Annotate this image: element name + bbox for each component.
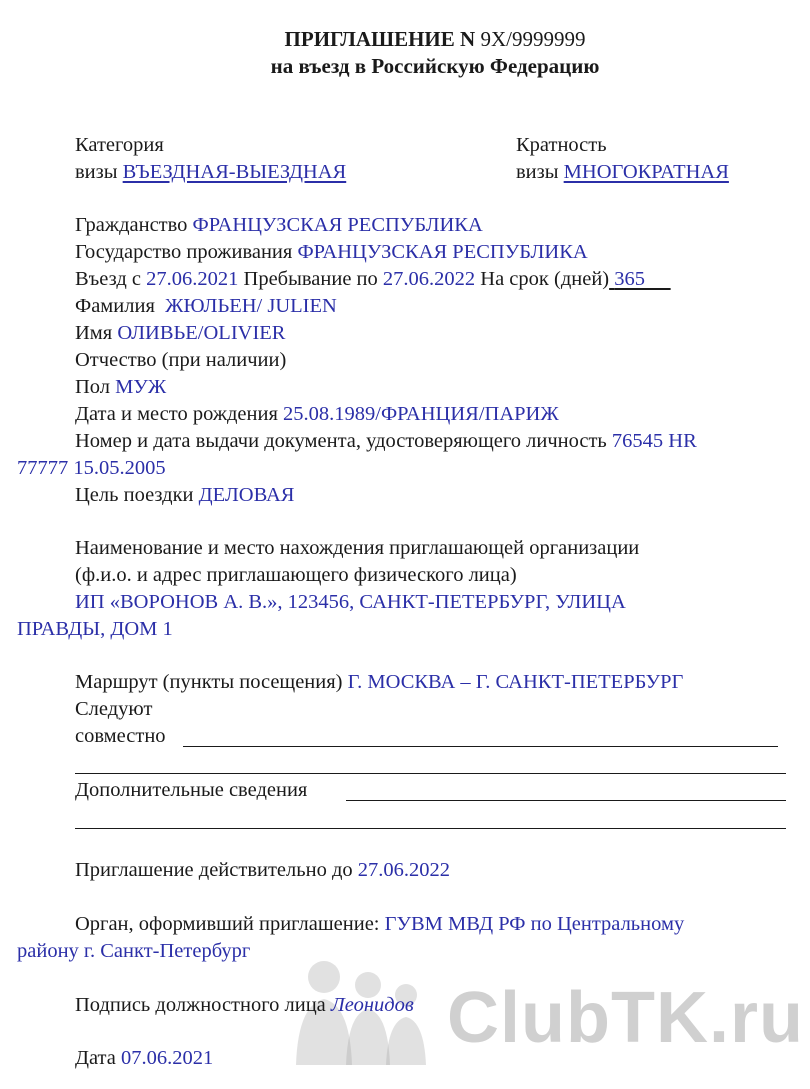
visa-category-label: Категория bbox=[75, 134, 164, 156]
signature-value: Леонидов bbox=[330, 994, 414, 1016]
document-label: Номер и дата выдачи документа, удостоверяющего личность bbox=[75, 430, 607, 452]
date-value: 07.06.2021 bbox=[121, 1047, 214, 1069]
accompany-blank-line bbox=[183, 746, 778, 747]
document-subtitle: на въезд в Российскую Федерацию bbox=[270, 54, 600, 78]
birth-label: Дата и место рождения bbox=[75, 403, 278, 425]
validity-row bbox=[75, 857, 450, 884]
citizenship-value: ФРАНЦУЗСКАЯ РЕСПУБЛИКА bbox=[192, 214, 483, 236]
term-field bbox=[609, 268, 671, 290]
purpose-label: Цель поездки bbox=[75, 484, 194, 506]
visa-category-value: ВЪЕЗДНАЯ-ВЫЕЗДНАЯ bbox=[122, 161, 347, 183]
citizenship-row bbox=[75, 212, 483, 239]
patronymic-label: Отчество (при наличии) bbox=[75, 349, 287, 371]
visa-multiplicity-label: Кратность bbox=[516, 134, 607, 156]
organization-value-2: ПРАВДЫ, ДОМ 1 bbox=[17, 618, 173, 640]
additional-blank-line-2 bbox=[75, 828, 786, 829]
invitation-number: 9Х/9999999 bbox=[480, 27, 586, 51]
additional-blank-line bbox=[346, 800, 786, 801]
visa-multiplicity-value: МНОГОКРАТНАЯ bbox=[563, 161, 729, 183]
residence-label: Государство проживания bbox=[75, 241, 293, 263]
name-row bbox=[75, 320, 285, 347]
gender-row bbox=[75, 374, 166, 401]
issuer-value-1: ГУВМ МВД РФ по Центральному bbox=[384, 913, 685, 935]
surname-label: Фамилия bbox=[75, 295, 155, 317]
additional-label: Дополнительные сведения bbox=[75, 779, 308, 801]
date-row bbox=[75, 1045, 213, 1072]
residence-value: ФРАНЦУЗСКАЯ РЕСПУБЛИКА bbox=[297, 241, 588, 263]
route-row bbox=[75, 669, 683, 696]
entry-label: Въезд с bbox=[75, 268, 142, 290]
document-title bbox=[0, 26, 810, 53]
organization-label-2: (ф.и.о. и адрес приглашающего физического лица) bbox=[75, 564, 517, 586]
purpose-value: ДЕЛОВАЯ bbox=[198, 484, 295, 506]
accompany-blank-line-2 bbox=[75, 773, 786, 774]
birth-row bbox=[75, 401, 559, 428]
name-label: Имя bbox=[75, 322, 113, 344]
signature-label: Подпись должностного лица bbox=[75, 994, 326, 1016]
route-label: Маршрут (пункты посещения) bbox=[75, 671, 343, 693]
organization-value-1: ИП «ВОРОНОВ А. В.», 123456, САНКТ-ПЕТЕРБУРГ, УЛИЦА bbox=[75, 591, 626, 613]
title-prefix: ПРИГЛАШЕНИЕ N bbox=[284, 27, 481, 51]
accompany-label-1: Следуют bbox=[75, 698, 153, 720]
accompany-label-2: совместно bbox=[75, 725, 166, 747]
validity-label: Приглашение действительно до bbox=[75, 859, 353, 881]
term-days-value: 365 bbox=[614, 268, 645, 290]
document-value-2: 77777 15.05.2005 bbox=[17, 457, 166, 479]
visa-category-label-2: визы bbox=[75, 161, 118, 183]
organization-label-1: Наименование и место нахождения приглашающей организации bbox=[75, 537, 640, 559]
validity-date: 27.06.2022 bbox=[357, 859, 451, 881]
issuer-row bbox=[75, 911, 684, 938]
visa-category-row bbox=[75, 159, 346, 186]
date-label: Дата bbox=[75, 1047, 116, 1069]
document-value-1: 76545 HR bbox=[611, 430, 697, 452]
gender-label: Пол bbox=[75, 376, 111, 398]
visa-multiplicity-row bbox=[516, 159, 729, 186]
stay-until-date: 27.06.2022 bbox=[382, 268, 476, 290]
stay-label: Пребывание по bbox=[243, 268, 378, 290]
surname-value: ЖЮЛЬЕН/ JULIEN bbox=[165, 295, 337, 317]
birth-value: 25.08.1989/ФРАНЦИЯ/ПАРИЖ bbox=[283, 403, 559, 425]
purpose-row bbox=[75, 482, 294, 509]
issuer-value-2: району г. Санкт-Петербург bbox=[17, 940, 251, 962]
residence-row bbox=[75, 239, 588, 266]
watermark-text: ClubTK.ru bbox=[447, 978, 804, 1058]
citizenship-label: Гражданство bbox=[75, 214, 188, 236]
gender-value: МУЖ bbox=[115, 376, 167, 398]
name-value: ОЛИВЬЕ/OLIVIER bbox=[117, 322, 286, 344]
term-label: На срок (дней) bbox=[480, 268, 610, 290]
issuer-label: Орган, оформивший приглашение: bbox=[75, 913, 380, 935]
surname-row bbox=[75, 293, 337, 320]
entry-date: 27.06.2021 bbox=[146, 268, 239, 290]
route-value: Г. МОСКВА – Г. САНКТ-ПЕТЕРБУРГ bbox=[347, 671, 684, 693]
signature-row bbox=[75, 992, 414, 1019]
stay-period-row bbox=[75, 266, 671, 293]
visa-multiplicity-label-2: визы bbox=[516, 161, 559, 183]
document-row bbox=[75, 428, 697, 455]
